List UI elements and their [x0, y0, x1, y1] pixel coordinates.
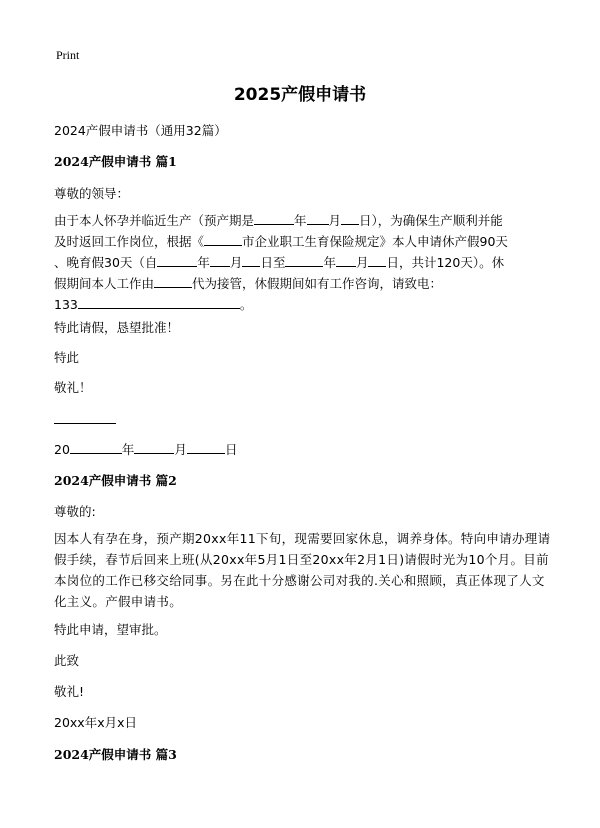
- blank-field[interactable]: [154, 274, 192, 288]
- section-heading-3: 2024产假申请书 篇3: [54, 747, 177, 762]
- signature-line[interactable]: [54, 423, 116, 424]
- section-heading-2: 2024产假申请书 篇2: [54, 473, 177, 488]
- closing-line-4: 特此申请，望审批。: [54, 622, 167, 637]
- closing-line-6: 敬礼!: [54, 684, 85, 699]
- print-label[interactable]: Print: [56, 48, 80, 62]
- blank-field[interactable]: [210, 253, 230, 267]
- blank-field[interactable]: [368, 253, 386, 267]
- body-paragraph-1: 由于本人怀孕并临近生产（预产期是 年 月 日），为确保生产顺利并能 及时返回工作岗位，根据《 市企业职工生育保险规定》本人申请休产假90天 、晚育假30天（自 年 月 日至 年 月 日，共计120天）。休 假期间本人工作由 代为接管，休假期间如有工作咨询，请致电： 133 。: [54, 213, 508, 312]
- blank-field[interactable]: [204, 232, 242, 246]
- document-title: 2025产假申请书: [233, 85, 367, 105]
- closing-line-2: 特此: [54, 350, 80, 365]
- blank-field[interactable]: [307, 211, 329, 225]
- blank-field[interactable]: [336, 253, 356, 267]
- salutation-2: 尊敬的:: [54, 504, 96, 519]
- closing-line-5: 此致: [54, 653, 80, 668]
- section-heading-1: 2024产假申请书 篇1: [54, 154, 177, 169]
- blank-field[interactable]: [70, 440, 122, 454]
- blank-field[interactable]: [341, 211, 359, 225]
- blank-field[interactable]: [242, 253, 260, 267]
- date-line-1: 20 年 月 日: [54, 442, 238, 457]
- document-subtitle: 2024产假申请书（通用32篇）: [54, 123, 227, 138]
- date-line-2: 20xx年x月x日: [54, 715, 137, 730]
- blank-field[interactable]: [134, 440, 174, 454]
- salutation-1: 尊敬的领导：: [54, 186, 130, 201]
- blank-field[interactable]: [187, 440, 225, 454]
- blank-field[interactable]: [285, 253, 323, 267]
- closing-line-1: 特此请假，恳望批准！: [54, 320, 180, 335]
- body-paragraph-2: 因本人有孕在身，预产期20xx年11下旬，现需要回家休息，调养身体。特向申请办理请假手续，春节后回来上班(从20xx年5月1日至20xx年2月1日)请假时光为10个月。目前本岗位的工作已移交给同事。另在此十分感谢公司对我的.关心和照顾，真正体现了人文化主义。产假申请书。: [54, 531, 551, 609]
- blank-field[interactable]: [157, 253, 197, 267]
- phone-blank-field[interactable]: [78, 295, 240, 309]
- blank-field[interactable]: [254, 211, 294, 225]
- closing-line-3: 敬礼！: [54, 380, 92, 395]
